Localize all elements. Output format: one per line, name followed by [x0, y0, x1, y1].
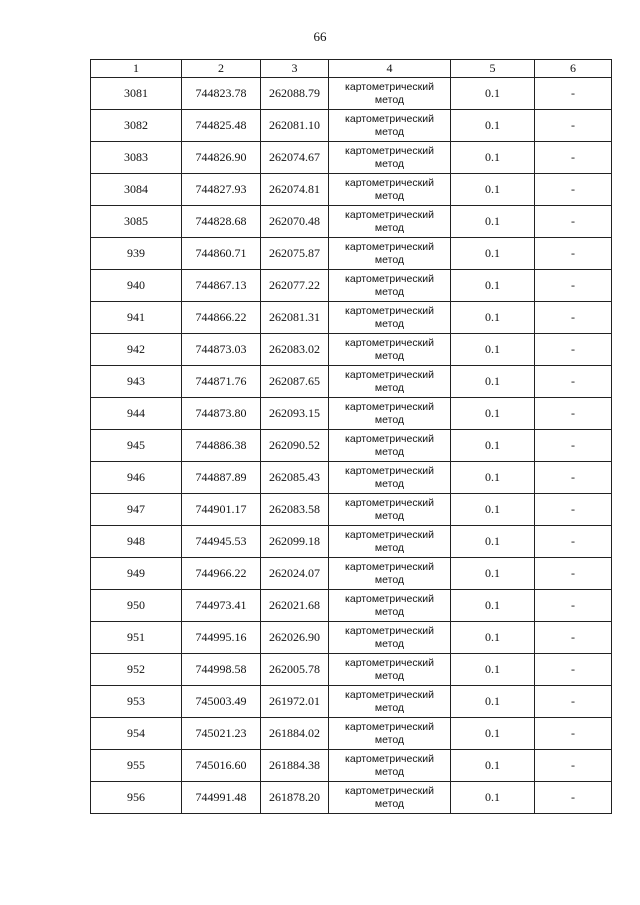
x-coordinate-cell: 744827.93 [182, 174, 261, 206]
point-number-cell: 944 [91, 398, 182, 430]
note-cell: - [535, 558, 612, 590]
method-line-2: метод [374, 797, 405, 810]
method-cell [329, 174, 451, 206]
note-cell: - [535, 270, 612, 302]
point-number-cell: 945 [91, 430, 182, 462]
y-coordinate-cell: 262026.90 [261, 622, 329, 654]
accuracy-cell: 0.1 [451, 782, 535, 814]
x-coordinate-cell: 744991.48 [182, 782, 261, 814]
x-coordinate-cell: 744973.41 [182, 590, 261, 622]
point-number-cell: 946 [91, 462, 182, 494]
point-number-cell: 950 [91, 590, 182, 622]
x-coordinate-cell: 745003.49 [182, 686, 261, 718]
method-line-1: картометрический [345, 752, 434, 765]
x-coordinate-cell: 744860.71 [182, 238, 261, 270]
note-cell: - [535, 622, 612, 654]
method-line-2: метод [374, 221, 405, 234]
method-line-2: метод [374, 413, 405, 426]
accuracy-cell: 0.1 [451, 462, 535, 494]
method-cell [329, 782, 451, 814]
table-row [91, 782, 612, 814]
method-line-2: метод [374, 189, 405, 202]
y-coordinate-cell: 262024.07 [261, 558, 329, 590]
point-number-cell: 939 [91, 238, 182, 270]
note-cell: - [535, 110, 612, 142]
coordinates-table [90, 59, 612, 814]
method-line-1: картометрический [345, 784, 434, 797]
accuracy-cell: 0.1 [451, 686, 535, 718]
method-line-1: картометрический [345, 80, 434, 93]
y-coordinate-cell: 262090.52 [261, 430, 329, 462]
point-number-cell: 954 [91, 718, 182, 750]
method-line-1: картометрический [345, 720, 434, 733]
point-number-cell: 3081 [91, 78, 182, 110]
y-coordinate-cell: 262081.10 [261, 110, 329, 142]
method-cell [329, 430, 451, 462]
column-header: 3 [261, 60, 329, 78]
x-coordinate-cell: 744825.48 [182, 110, 261, 142]
accuracy-cell: 0.1 [451, 110, 535, 142]
note-cell: - [535, 654, 612, 686]
table-row [91, 462, 612, 494]
table-row [91, 718, 612, 750]
table-row [91, 494, 612, 526]
y-coordinate-cell: 261884.02 [261, 718, 329, 750]
note-cell: - [535, 302, 612, 334]
accuracy-cell: 0.1 [451, 174, 535, 206]
method-line-2: метод [374, 125, 405, 138]
x-coordinate-cell: 744871.76 [182, 366, 261, 398]
column-header: 2 [182, 60, 261, 78]
x-coordinate-cell: 745016.60 [182, 750, 261, 782]
x-coordinate-cell: 744873.80 [182, 398, 261, 430]
method-line-1: картометрический [345, 592, 434, 605]
method-cell [329, 686, 451, 718]
method-line-2: метод [374, 637, 405, 650]
method-line-2: метод [374, 669, 405, 682]
x-coordinate-cell: 744995.16 [182, 622, 261, 654]
table-row [91, 206, 612, 238]
accuracy-cell: 0.1 [451, 142, 535, 174]
method-cell [329, 206, 451, 238]
point-number-cell: 947 [91, 494, 182, 526]
accuracy-cell: 0.1 [451, 558, 535, 590]
y-coordinate-cell: 262005.78 [261, 654, 329, 686]
method-line-2: метод [374, 541, 405, 554]
column-header: 4 [329, 60, 451, 78]
note-cell: - [535, 782, 612, 814]
method-cell [329, 526, 451, 558]
accuracy-cell: 0.1 [451, 238, 535, 270]
table-row [91, 142, 612, 174]
accuracy-cell: 0.1 [451, 494, 535, 526]
method-line-2: метод [374, 477, 405, 490]
method-line-2: метод [374, 445, 405, 458]
method-line-2: метод [374, 349, 405, 362]
table-body [91, 78, 612, 814]
table-row [91, 270, 612, 302]
y-coordinate-cell: 262077.22 [261, 270, 329, 302]
table-row [91, 110, 612, 142]
method-line-1: картометрический [345, 304, 434, 317]
method-cell [329, 654, 451, 686]
method-cell [329, 334, 451, 366]
table-row [91, 750, 612, 782]
method-cell [329, 78, 451, 110]
y-coordinate-cell: 262088.79 [261, 78, 329, 110]
point-number-cell: 951 [91, 622, 182, 654]
note-cell: - [535, 366, 612, 398]
method-cell [329, 270, 451, 302]
note-cell: - [535, 78, 612, 110]
table-row [91, 174, 612, 206]
method-line-1: картометрический [345, 400, 434, 413]
method-line-2: метод [374, 157, 405, 170]
table-row [91, 238, 612, 270]
table-row [91, 430, 612, 462]
method-line-1: картометрический [345, 496, 434, 509]
point-number-cell: 956 [91, 782, 182, 814]
y-coordinate-cell: 262083.02 [261, 334, 329, 366]
note-cell: - [535, 526, 612, 558]
method-cell [329, 398, 451, 430]
method-cell [329, 110, 451, 142]
column-header: 6 [535, 60, 612, 78]
method-line-2: метод [374, 573, 405, 586]
table-row [91, 590, 612, 622]
note-cell: - [535, 430, 612, 462]
y-coordinate-cell: 262081.31 [261, 302, 329, 334]
x-coordinate-cell: 744826.90 [182, 142, 261, 174]
table-row [91, 526, 612, 558]
x-coordinate-cell: 744945.53 [182, 526, 261, 558]
y-coordinate-cell: 262021.68 [261, 590, 329, 622]
method-line-1: картометрический [345, 112, 434, 125]
point-number-cell: 941 [91, 302, 182, 334]
note-cell: - [535, 398, 612, 430]
y-coordinate-cell: 261884.38 [261, 750, 329, 782]
x-coordinate-cell: 744866.22 [182, 302, 261, 334]
x-coordinate-cell: 744966.22 [182, 558, 261, 590]
point-number-cell: 940 [91, 270, 182, 302]
method-line-2: метод [374, 605, 405, 618]
accuracy-cell: 0.1 [451, 206, 535, 238]
y-coordinate-cell: 262070.48 [261, 206, 329, 238]
accuracy-cell: 0.1 [451, 78, 535, 110]
accuracy-cell: 0.1 [451, 270, 535, 302]
x-coordinate-cell: 744828.68 [182, 206, 261, 238]
method-cell [329, 238, 451, 270]
method-line-1: картометрический [345, 368, 434, 381]
x-coordinate-cell: 744873.03 [182, 334, 261, 366]
point-number-cell: 3085 [91, 206, 182, 238]
column-header: 1 [91, 60, 182, 78]
table-row [91, 78, 612, 110]
note-cell: - [535, 174, 612, 206]
y-coordinate-cell: 262074.81 [261, 174, 329, 206]
note-cell: - [535, 206, 612, 238]
y-coordinate-cell: 261972.01 [261, 686, 329, 718]
accuracy-cell: 0.1 [451, 750, 535, 782]
note-cell: - [535, 494, 612, 526]
method-line-1: картометрический [345, 272, 434, 285]
accuracy-cell: 0.1 [451, 590, 535, 622]
method-line-1: картометрический [345, 336, 434, 349]
method-cell [329, 302, 451, 334]
table-row [91, 366, 612, 398]
note-cell: - [535, 334, 612, 366]
point-number-cell: 955 [91, 750, 182, 782]
method-cell [329, 142, 451, 174]
method-line-1: картометрический [345, 688, 434, 701]
note-cell: - [535, 750, 612, 782]
note-cell: - [535, 142, 612, 174]
method-cell [329, 494, 451, 526]
table-row [91, 398, 612, 430]
y-coordinate-cell: 262085.43 [261, 462, 329, 494]
accuracy-cell: 0.1 [451, 718, 535, 750]
method-cell [329, 366, 451, 398]
method-line-1: картометрический [345, 560, 434, 573]
page-number: 66 [313, 29, 327, 44]
table-row [91, 622, 612, 654]
note-cell: - [535, 590, 612, 622]
method-cell [329, 558, 451, 590]
method-line-2: метод [374, 381, 405, 394]
accuracy-cell: 0.1 [451, 334, 535, 366]
point-number-cell: 952 [91, 654, 182, 686]
x-coordinate-cell: 744901.17 [182, 494, 261, 526]
x-coordinate-cell: 744998.58 [182, 654, 261, 686]
accuracy-cell: 0.1 [451, 366, 535, 398]
y-coordinate-cell: 262083.58 [261, 494, 329, 526]
method-line-1: картометрический [345, 624, 434, 637]
y-coordinate-cell: 261878.20 [261, 782, 329, 814]
note-cell: - [535, 462, 612, 494]
x-coordinate-cell: 744823.78 [182, 78, 261, 110]
point-number-cell: 3083 [91, 142, 182, 174]
method-line-1: картометрический [345, 528, 434, 541]
method-line-2: метод [374, 701, 405, 714]
table-row [91, 558, 612, 590]
x-coordinate-cell: 744886.38 [182, 430, 261, 462]
point-number-cell: 942 [91, 334, 182, 366]
table-row [91, 686, 612, 718]
table-header [91, 60, 612, 78]
y-coordinate-cell: 262099.18 [261, 526, 329, 558]
method-line-2: метод [374, 733, 405, 746]
point-number-cell: 949 [91, 558, 182, 590]
note-cell: - [535, 686, 612, 718]
method-line-2: метод [374, 765, 405, 778]
accuracy-cell: 0.1 [451, 302, 535, 334]
x-coordinate-cell: 745021.23 [182, 718, 261, 750]
point-number-cell: 948 [91, 526, 182, 558]
method-line-1: картометрический [345, 208, 434, 221]
note-cell: - [535, 718, 612, 750]
accuracy-cell: 0.1 [451, 654, 535, 686]
method-line-1: картометрический [345, 144, 434, 157]
table-row [91, 334, 612, 366]
method-cell [329, 750, 451, 782]
method-line-2: метод [374, 509, 405, 522]
table-row [91, 654, 612, 686]
point-number-cell: 943 [91, 366, 182, 398]
method-cell [329, 462, 451, 494]
point-number-cell: 953 [91, 686, 182, 718]
method-line-1: картометрический [345, 240, 434, 253]
x-coordinate-cell: 744887.89 [182, 462, 261, 494]
method-cell [329, 590, 451, 622]
point-number-cell: 3084 [91, 174, 182, 206]
accuracy-cell: 0.1 [451, 622, 535, 654]
method-cell [329, 718, 451, 750]
method-line-1: картометрический [345, 176, 434, 189]
y-coordinate-cell: 262075.87 [261, 238, 329, 270]
column-header: 5 [451, 60, 535, 78]
accuracy-cell: 0.1 [451, 430, 535, 462]
method-line-2: метод [374, 285, 405, 298]
y-coordinate-cell: 262093.15 [261, 398, 329, 430]
method-line-1: картометрический [345, 432, 434, 445]
method-line-1: картометрический [345, 656, 434, 669]
point-number-cell: 3082 [91, 110, 182, 142]
accuracy-cell: 0.1 [451, 398, 535, 430]
note-cell: - [535, 238, 612, 270]
method-cell [329, 622, 451, 654]
method-line-2: метод [374, 317, 405, 330]
method-line-1: картометрический [345, 464, 434, 477]
header-row [91, 60, 612, 78]
table-row [91, 302, 612, 334]
accuracy-cell: 0.1 [451, 526, 535, 558]
y-coordinate-cell: 262074.67 [261, 142, 329, 174]
method-line-2: метод [374, 93, 405, 106]
x-coordinate-cell: 744867.13 [182, 270, 261, 302]
y-coordinate-cell: 262087.65 [261, 366, 329, 398]
method-line-2: метод [374, 253, 405, 266]
